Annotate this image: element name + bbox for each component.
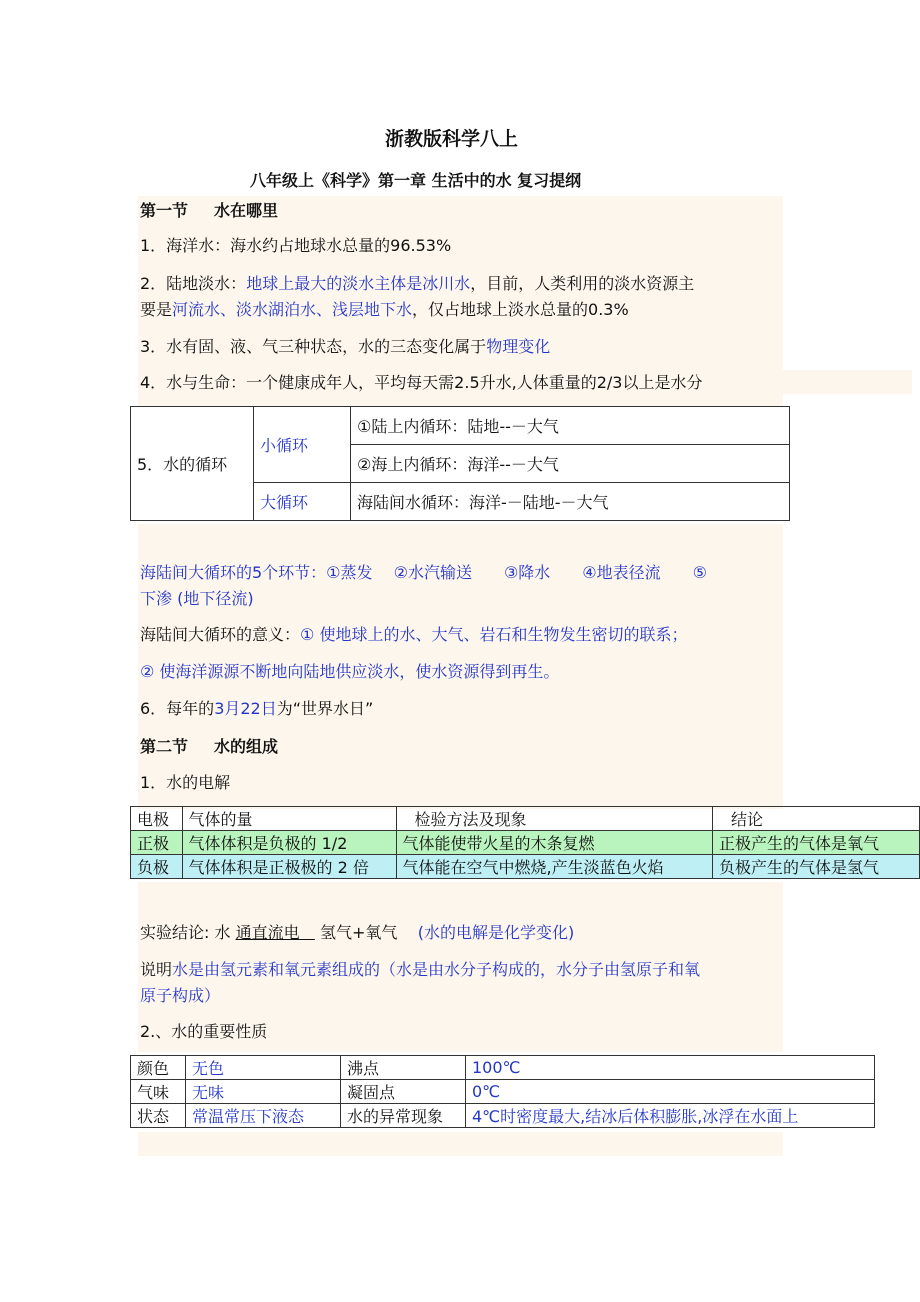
table-cell: 颜色 xyxy=(131,1056,186,1080)
text: 说明 xyxy=(140,960,173,979)
text: 实验结论: 水 xyxy=(140,923,231,942)
section-number: 第二节 xyxy=(140,737,189,756)
cycle-meaning-2: ② 使海洋源源不断地向陆地供应淡水，使水资源得到再生。 xyxy=(140,662,560,681)
big-cycle-desc: 海陆间水循环：海洋-－陆地-－大气 xyxy=(351,483,790,521)
text: 2．陆地淡水： xyxy=(140,274,247,293)
item-water-states xyxy=(140,334,550,360)
text: 要是 xyxy=(140,300,173,319)
item-fresh-water xyxy=(140,271,694,297)
highlight-text: 地球上最大的淡水主体是冰川水 xyxy=(246,274,471,293)
table-cell: 沸点 xyxy=(341,1056,466,1080)
item-fresh-water-cont xyxy=(140,297,629,323)
table-cell: 无味 xyxy=(186,1080,341,1104)
page-title: 浙教版科学八上 xyxy=(385,128,519,150)
table-cell: 气味 xyxy=(131,1080,186,1104)
cycle-steps: 海陆间大循环的5个环节：①蒸发 ②水汽输送 ③降水 ④地表径流 ⑤ xyxy=(140,563,707,582)
cycle-label: 5．水的循环 xyxy=(131,407,254,521)
text: ，目前，人类利用的淡水资源主 xyxy=(470,274,695,293)
item-ocean-water: 1．海洋水：海水约占地球水总量的96.53% xyxy=(140,236,452,255)
table-row xyxy=(131,1104,875,1128)
table-cell: 气体体积是正极极的 2 倍 xyxy=(182,855,396,879)
table-row xyxy=(131,1056,875,1080)
text: ，仅占地球上淡水总量的0.3% xyxy=(412,300,629,319)
page-subtitle: 八年级上《科学》第一章 生活中的水 复习提纲 xyxy=(250,171,582,190)
highlight-text: 水是由氢元素和氧元素组成的（水是由水分子构成的，水分子由氢原子和氧 xyxy=(172,960,701,979)
text: 6．每年的 xyxy=(140,699,215,718)
section-title: 水在哪里 xyxy=(214,201,279,220)
table-row xyxy=(131,855,920,879)
table-cell: 常温常压下液态 xyxy=(186,1104,341,1128)
composition-explain xyxy=(140,957,700,983)
section-number: 第一节 xyxy=(140,201,189,220)
highlight-text: (水的电解是化学变化) xyxy=(417,923,575,942)
table-header: 气体的量 xyxy=(182,807,396,831)
text: 海陆间大循环的意义： xyxy=(140,625,301,644)
small-cycle-land: ①陆上内循环：陆地--－大气 xyxy=(351,407,790,445)
experiment-conclusion xyxy=(140,920,574,946)
table-cell: 气体体积是负极的 1/2 xyxy=(182,831,396,855)
table-cell: 0℃ xyxy=(466,1080,875,1104)
electrolysis-table xyxy=(130,806,920,879)
table-cell: 水的异常现象 xyxy=(341,1104,466,1128)
item-water-properties: 2.、水的重要性质 xyxy=(140,1022,268,1041)
table-header: 检验方法及现象 xyxy=(396,807,712,831)
water-day xyxy=(140,696,373,722)
section-heading xyxy=(140,734,278,760)
small-cycle-label: 小循环 xyxy=(254,407,351,483)
section-title: 水的组成 xyxy=(214,737,279,756)
table-cell: 凝固点 xyxy=(341,1080,466,1104)
table-header: 电极 xyxy=(131,807,183,831)
table-cell: 正极 xyxy=(131,831,183,855)
table-row xyxy=(131,1080,875,1104)
highlight-text: ① 使地球上的水、大气、岩石和生物发生密切的联系； xyxy=(300,625,688,644)
reaction-condition: 通直流电 xyxy=(235,923,300,942)
table-cell: 100℃ xyxy=(466,1056,875,1080)
properties-table xyxy=(130,1055,875,1128)
cycle-meaning xyxy=(140,622,687,648)
table-row xyxy=(131,831,920,855)
table-cell: 负极 xyxy=(131,855,183,879)
table-cell: 无色 xyxy=(186,1056,341,1080)
table-cell: 正极产生的气体是氧气 xyxy=(713,831,920,855)
table-cell: 4℃时密度最大,结冰后体积膨胀,冰浮在水面上 xyxy=(466,1104,875,1128)
section-heading xyxy=(140,198,278,224)
highlight-band xyxy=(138,1132,783,1156)
item-water-life: 4．水与生命：一个健康成年人，平均每天需2.5升水,人体重量的2/3以上是水分 xyxy=(140,373,703,392)
composition-explain-cont: 原子构成） xyxy=(140,986,221,1005)
highlight-text: 物理变化 xyxy=(486,337,551,356)
small-cycle-sea: ②海上内循环：海洋--－大气 xyxy=(351,445,790,483)
highlight-text: 河流水、淡水湖泊水、浅层地下水 xyxy=(172,300,413,319)
text: 3．水有固、液、气三种状态，水的三态变化属于 xyxy=(140,337,487,356)
table-cell: 气体能使带火星的木条复燃 xyxy=(396,831,712,855)
water-cycle-table xyxy=(130,406,790,521)
cycle-steps-cont: 下渗 (地下径流) xyxy=(140,589,254,608)
big-cycle-label: 大循环 xyxy=(254,483,351,521)
table-header: 结论 xyxy=(713,807,920,831)
table-cell: 负极产生的气体是氢气 xyxy=(713,855,920,879)
highlight-text: 3月22日 xyxy=(214,699,277,718)
text: 氢气+氧气 xyxy=(319,923,398,942)
table-cell: 状态 xyxy=(131,1104,186,1128)
item-electrolysis: 1．水的电解 xyxy=(140,773,231,792)
table-cell: 气体能在空气中燃烧,产生淡蓝色火焰 xyxy=(396,855,712,879)
text: 为“世界水日” xyxy=(276,699,374,718)
